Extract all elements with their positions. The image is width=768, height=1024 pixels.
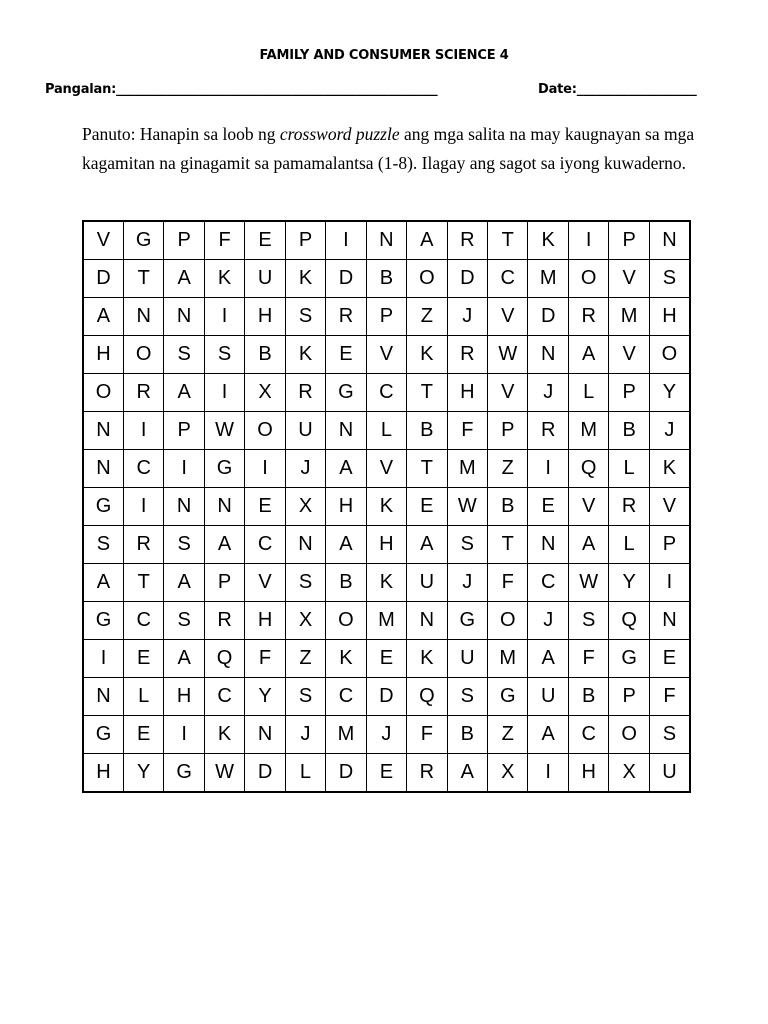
grid-row [83,715,690,753]
grid-cell[interactable]: N [83,412,123,450]
grid-cell[interactable]: I [83,639,123,677]
grid-cell[interactable]: G [488,677,528,715]
grid-cell[interactable]: A [568,525,608,563]
grid-cell[interactable]: N [649,601,690,639]
grid-cell[interactable]: X [285,487,325,525]
grid-cell[interactable]: Z [488,450,528,488]
grid-cell[interactable]: N [407,601,447,639]
grid-cell[interactable]: B [609,412,649,450]
grid-cell[interactable]: G [609,639,649,677]
grid-cell[interactable]: C [245,525,285,563]
grid-cell[interactable]: E [407,487,447,525]
instructions-text-before: Hanapin sa loob ng [135,124,280,144]
grid-cell[interactable]: R [123,525,163,563]
grid-cell[interactable]: E [649,639,690,677]
grid-cell[interactable]: B [245,336,285,374]
grid-cell[interactable]: E [123,715,163,753]
grid-cell[interactable]: A [204,525,244,563]
grid-cell[interactable]: P [649,525,690,563]
grid-cell[interactable]: V [609,260,649,298]
grid-cell[interactable]: M [609,298,649,336]
grid-cell[interactable]: W [568,563,608,601]
grid-cell[interactable]: U [649,753,690,792]
grid-row [83,677,690,715]
grid-cell[interactable]: C [568,715,608,753]
grid-cell[interactable]: I [123,412,163,450]
grid-cell[interactable]: W [447,487,487,525]
grid-cell[interactable]: M [447,450,487,488]
grid-cell[interactable]: E [123,639,163,677]
grid-cell[interactable]: G [123,221,163,260]
grid-cell[interactable]: H [245,601,285,639]
date-label: Date: [538,82,577,97]
grid-cell[interactable]: N [164,298,204,336]
grid-cell[interactable]: F [407,715,447,753]
grid-cell[interactable]: G [204,450,244,488]
grid-cell[interactable]: O [568,260,608,298]
grid-cell[interactable]: M [366,601,406,639]
grid-cell[interactable]: G [326,374,366,412]
grid-cell[interactable]: R [447,221,487,260]
grid-cell[interactable]: N [204,487,244,525]
grid-cell[interactable]: I [528,753,568,792]
grid-cell[interactable]: O [649,336,690,374]
grid-cell[interactable]: A [407,221,447,260]
grid-cell[interactable]: O [245,412,285,450]
grid-cell[interactable]: K [326,639,366,677]
grid-cell[interactable]: L [123,677,163,715]
grid-cell[interactable]: Q [568,450,608,488]
grid-row [83,563,690,601]
grid-cell[interactable]: Z [285,639,325,677]
grid-cell[interactable]: J [285,450,325,488]
name-field[interactable] [45,82,437,97]
grid-cell[interactable]: U [407,563,447,601]
grid-cell[interactable]: F [568,639,608,677]
grid-cell[interactable]: C [488,260,528,298]
grid-cell[interactable]: J [447,298,487,336]
grid-cell[interactable]: R [568,298,608,336]
grid-cell[interactable]: E [245,221,285,260]
grid-cell[interactable]: A [528,639,568,677]
date-field[interactable] [538,82,697,97]
grid-cell[interactable]: F [204,221,244,260]
grid-cell[interactable]: U [285,412,325,450]
grid-cell[interactable]: G [164,753,204,792]
grid-cell[interactable]: B [366,260,406,298]
grid-cell[interactable]: Y [123,753,163,792]
grid-cell[interactable]: J [649,412,690,450]
grid-row [83,601,690,639]
grid-cell[interactable]: P [204,563,244,601]
grid-cell[interactable]: J [447,563,487,601]
grid-cell[interactable]: N [83,450,123,488]
grid-cell[interactable]: Y [609,563,649,601]
grid-cell[interactable]: F [245,639,285,677]
grid-cell[interactable]: I [164,715,204,753]
grid-cell[interactable]: W [204,412,244,450]
grid-cell[interactable]: M [528,260,568,298]
grid-cell[interactable]: N [245,715,285,753]
grid-cell[interactable]: H [164,677,204,715]
grid-cell[interactable]: H [326,487,366,525]
grid-cell[interactable]: V [366,336,406,374]
grid-cell[interactable]: Q [407,677,447,715]
name-blank-line[interactable]: ___________________________________________________ [116,82,438,97]
grid-cell[interactable]: N [528,336,568,374]
grid-cell[interactable]: J [528,601,568,639]
grid-cell[interactable]: Q [609,601,649,639]
grid-row [83,753,690,792]
grid-cell[interactable]: P [164,221,204,260]
grid-cell[interactable]: F [649,677,690,715]
grid-cell[interactable]: F [488,563,528,601]
grid-cell[interactable]: T [407,374,447,412]
grid-cell[interactable]: S [649,715,690,753]
grid-cell[interactable]: A [83,298,123,336]
grid-row [83,221,690,260]
grid-cell[interactable]: K [204,715,244,753]
grid-cell[interactable]: A [164,639,204,677]
grid-cell[interactable]: S [285,677,325,715]
grid-row [83,487,690,525]
grid-cell[interactable]: N [285,525,325,563]
grid-cell[interactable]: R [123,374,163,412]
grid-cell[interactable]: D [528,298,568,336]
grid-cell[interactable]: K [204,260,244,298]
grid-cell[interactable]: C [123,450,163,488]
grid-cell[interactable]: V [649,487,690,525]
grid-row [83,260,690,298]
grid-cell[interactable]: K [366,487,406,525]
page-title: FAMILY AND CONSUMER SCIENCE 4 [259,48,509,63]
grid-cell[interactable]: G [83,601,123,639]
grid-cell[interactable]: R [407,753,447,792]
grid-row [83,412,690,450]
grid-cell[interactable]: X [245,374,285,412]
grid-cell[interactable]: B [568,677,608,715]
grid-cell[interactable]: S [568,601,608,639]
grid-cell[interactable]: P [366,298,406,336]
grid-cell[interactable]: E [366,753,406,792]
grid-row [83,374,690,412]
grid-cell[interactable]: A [528,715,568,753]
grid-cell[interactable]: S [164,601,204,639]
grid-cell[interactable]: V [609,336,649,374]
instructions [82,120,722,178]
grid-cell[interactable]: P [609,677,649,715]
grid-cell[interactable]: I [649,563,690,601]
grid-cell[interactable]: A [83,563,123,601]
grid-cell[interactable]: H [568,753,608,792]
grid-cell[interactable]: H [83,336,123,374]
grid-cell[interactable]: F [447,412,487,450]
grid-cell[interactable]: V [488,374,528,412]
grid-cell[interactable]: L [568,374,608,412]
grid-cell[interactable]: J [285,715,325,753]
grid-cell[interactable]: T [123,563,163,601]
grid-cell[interactable]: H [447,374,487,412]
grid-cell[interactable]: A [164,260,204,298]
grid-cell[interactable]: Z [488,715,528,753]
grid-cell[interactable]: T [407,450,447,488]
grid-cell[interactable]: P [285,221,325,260]
grid-cell[interactable]: U [447,639,487,677]
grid-cell[interactable]: P [609,374,649,412]
grid-cell[interactable]: B [447,715,487,753]
grid-cell[interactable]: L [609,450,649,488]
grid-cell[interactable]: H [366,525,406,563]
grid-cell[interactable]: W [488,336,528,374]
grid-cell[interactable]: B [326,563,366,601]
grid-row [83,450,690,488]
grid-cell[interactable]: R [609,487,649,525]
grid-cell[interactable]: A [568,336,608,374]
grid-cell[interactable]: H [649,298,690,336]
grid-cell[interactable]: G [83,715,123,753]
grid-cell[interactable]: B [407,412,447,450]
grid-cell[interactable]: A [407,525,447,563]
grid-cell[interactable]: X [488,753,528,792]
grid-cell[interactable]: P [488,412,528,450]
grid-cell[interactable]: D [447,260,487,298]
grid-cell[interactable]: H [245,298,285,336]
grid-cell[interactable]: K [285,336,325,374]
grid-cell[interactable]: T [123,260,163,298]
grid-cell[interactable]: I [245,450,285,488]
grid-cell[interactable]: O [488,601,528,639]
grid-cell[interactable]: E [326,336,366,374]
grid-cell[interactable]: S [83,525,123,563]
grid-cell[interactable]: U [528,677,568,715]
grid-cell[interactable]: X [285,601,325,639]
grid-cell[interactable]: D [366,677,406,715]
grid-cell[interactable]: O [83,374,123,412]
grid-cell[interactable]: O [609,715,649,753]
grid-cell[interactable]: A [326,525,366,563]
grid-cell[interactable]: K [366,563,406,601]
grid-cell[interactable]: T [488,221,528,260]
grid-cell[interactable]: S [447,677,487,715]
grid-cell[interactable]: J [366,715,406,753]
grid-row [83,298,690,336]
grid-cell[interactable]: K [285,260,325,298]
grid-cell[interactable]: N [164,487,204,525]
name-label: Pangalan: [45,82,117,97]
grid-cell[interactable]: O [326,601,366,639]
grid-cell[interactable]: U [245,260,285,298]
instructions-label: Panuto: [82,124,136,144]
grid-cell[interactable]: D [326,753,366,792]
instructions-text-after: ang mga salita na may kaugnayan sa mga kagamitan na ginagamit sa pamamalantsa (1-8). Ilagay ang sagot sa iyong kuwaderno. [82,124,695,173]
grid-cell[interactable]: V [245,563,285,601]
grid-cell[interactable]: T [488,525,528,563]
grid-cell[interactable]: O [123,336,163,374]
grid-cell[interactable]: B [488,487,528,525]
grid-row [83,639,690,677]
grid-cell[interactable]: K [649,450,690,488]
grid-row [83,525,690,563]
grid-cell[interactable]: N [83,677,123,715]
grid-cell[interactable]: I [164,450,204,488]
grid-cell[interactable]: A [326,450,366,488]
grid-cell[interactable]: I [204,298,244,336]
grid-cell[interactable]: W [204,753,244,792]
grid-cell[interactable]: S [649,260,690,298]
grid-cell[interactable]: I [326,221,366,260]
grid-cell[interactable]: V [488,298,528,336]
grid-cell[interactable]: G [447,601,487,639]
grid-cell[interactable]: I [568,221,608,260]
grid-cell[interactable]: M [568,412,608,450]
grid-cell[interactable]: D [245,753,285,792]
grid-cell[interactable]: Y [245,677,285,715]
grid-cell[interactable]: O [407,260,447,298]
grid-cell[interactable]: N [326,412,366,450]
grid-cell[interactable]: C [123,601,163,639]
grid-cell[interactable]: R [204,601,244,639]
grid-cell[interactable]: K [407,336,447,374]
grid-cell[interactable]: S [164,336,204,374]
grid-cell[interactable]: C [528,563,568,601]
grid-cell[interactable]: M [326,715,366,753]
grid-cell[interactable]: R [285,374,325,412]
grid-cell[interactable]: D [326,260,366,298]
grid-cell[interactable]: S [285,298,325,336]
grid-cell[interactable]: E [528,487,568,525]
grid-cell[interactable]: K [528,221,568,260]
grid-cell[interactable]: G [83,487,123,525]
instructions-emphasis: crossword puzzle [279,124,400,144]
grid-cell[interactable]: P [164,412,204,450]
grid-cell[interactable]: I [528,450,568,488]
date-blank-line[interactable]: ___________________ [576,82,697,97]
grid-cell[interactable]: R [447,336,487,374]
grid-cell[interactable]: V [568,487,608,525]
grid-row [83,336,690,374]
grid-cell[interactable]: R [326,298,366,336]
grid-cell[interactable]: P [609,221,649,260]
grid-cell[interactable]: S [164,525,204,563]
grid-cell[interactable]: A [447,753,487,792]
grid-cell[interactable]: Q [204,639,244,677]
grid-cell[interactable]: S [285,563,325,601]
grid-cell[interactable]: E [245,487,285,525]
grid-cell[interactable]: E [366,639,406,677]
grid-cell[interactable]: M [488,639,528,677]
grid-cell[interactable]: A [164,374,204,412]
grid-cell[interactable]: X [609,753,649,792]
grid-cell[interactable]: S [204,336,244,374]
grid-cell[interactable]: S [447,525,487,563]
grid-cell[interactable]: C [326,677,366,715]
grid-cell[interactable]: N [649,221,690,260]
word-search-grid [82,220,691,793]
grid-cell[interactable]: C [366,374,406,412]
grid-cell[interactable]: N [366,221,406,260]
grid-cell[interactable]: V [366,450,406,488]
grid-cell[interactable]: L [609,525,649,563]
grid-cell[interactable]: Z [407,298,447,336]
grid-cell[interactable]: L [366,412,406,450]
grid-cell[interactable]: N [123,298,163,336]
grid-cell[interactable]: V [83,221,123,260]
grid-cell[interactable]: L [285,753,325,792]
grid-cell[interactable]: J [528,374,568,412]
grid-cell[interactable]: R [528,412,568,450]
grid-cell[interactable]: C [204,677,244,715]
grid-cell[interactable]: I [123,487,163,525]
grid-cell[interactable]: D [83,260,123,298]
grid-cell[interactable]: A [164,563,204,601]
grid-cell[interactable]: N [528,525,568,563]
grid-cell[interactable]: Y [649,374,690,412]
grid-cell[interactable]: I [204,374,244,412]
grid-cell[interactable]: H [83,753,123,792]
grid-cell[interactable]: K [407,639,447,677]
